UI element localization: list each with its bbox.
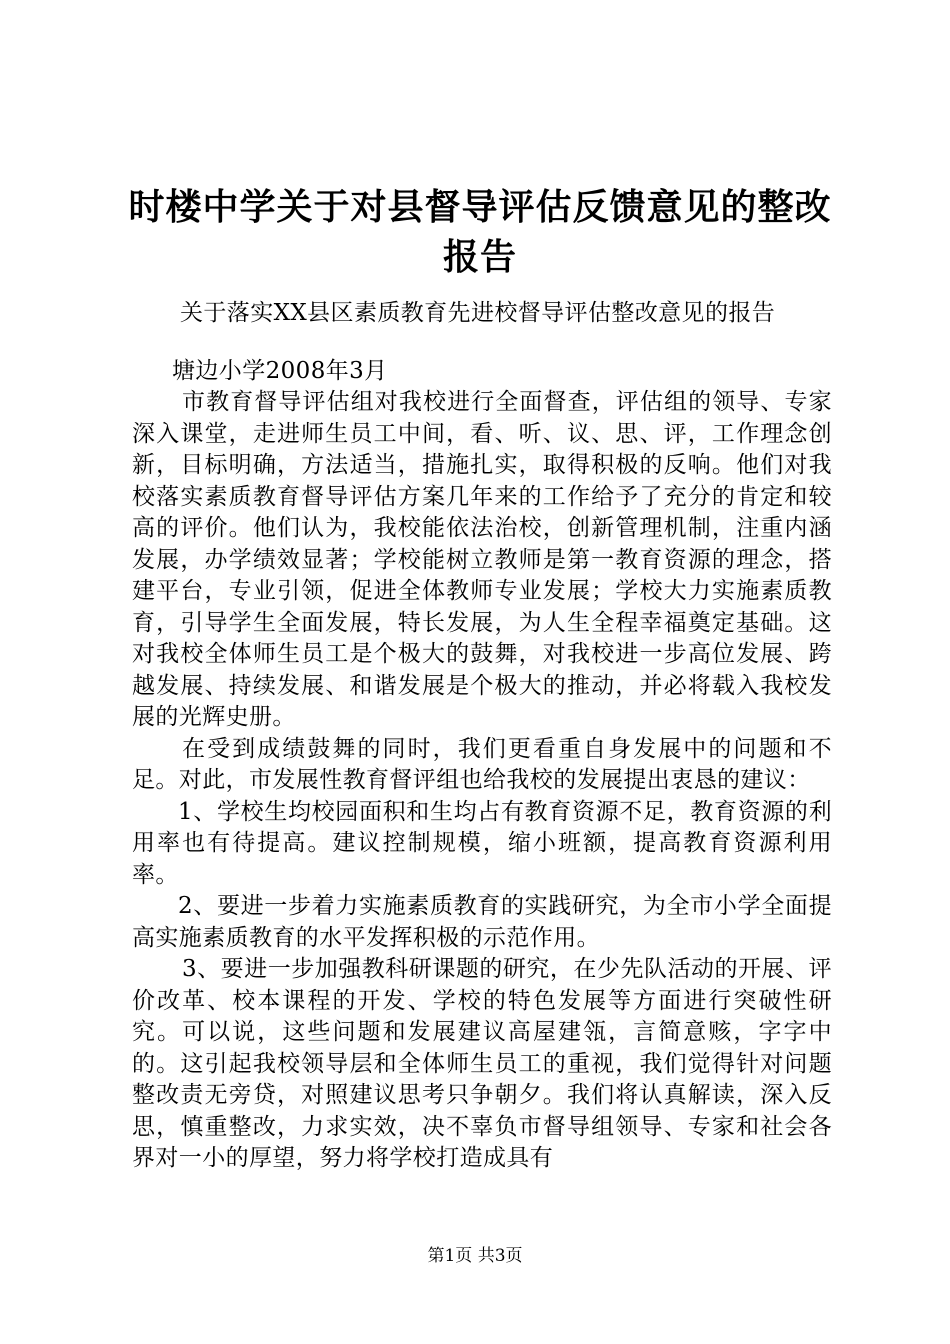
paragraph-5: 3、要进一步加强教科研课题的研究，在少先队活动的开展、评价改革、校本课程的开发、学校的特色发展等方面进行突破性研究。可以说，这些问题和发展建议高屋建瓴，言简意赅，字字中的。这引起我校领导层和全体师生员工的重视，我们觉得针对问题整改责无旁贷，对照建议思考只争朝夕。我们将认真解读，深入反思，慎重整改，力求实效，决不辜负市督导组领导、专家和社会各界对一小的厚望，努力将学校打造成具有 bbox=[132, 956, 832, 1171]
paragraph-2: 在受到成绩鼓舞的同时，我们更看重自身发展中的问题和不足。对此，市发展性教育督评组也给我校的发展提出衷恳的建议： bbox=[132, 735, 832, 793]
document-subtitle: 关于落实XX县区素质教育先进校督导评估整改意见的报告 bbox=[180, 300, 776, 326]
author-date-line: 塘边小学2008年3月 bbox=[172, 357, 388, 384]
document-body bbox=[132, 298, 832, 1175]
paragraph-1: 市教育督导评估组对我校进行全面督查，评估组的领导、专家深入课堂，走进师生员工中间，看、听、议、思、评，工作理念创新，目标明确，方法适当，措施扎实，取得积极的反响。他们对我校落实素质教育督导评估方案几年来的工作给予了充分的肯定和较高的评价。他们认为，我校能依法治校，创新管理机制，注重内涵发展，办学绩效显著；学校能树立教师是第一教育资源的理念，搭建平台，专业引领，促进全体教师专业发展；学校大力实施素质教育，引导学生全面发展，特长发展，为人生全程幸福奠定基础。这对我校全体师生员工是个极大的鼓舞，对我校进一步高位发展、跨越发展、持续发展、和谐发展是个极大的推动，并必将载入我校发展的光辉史册。 bbox=[132, 389, 832, 730]
paragraph-3: 1、学校生均校园面积和生均占有教育资源不足，教育资源的利用率也有待提高。建议控制规模，缩小班额，提高教育资源利用率。 bbox=[132, 798, 832, 888]
page-footer: 第1页 共3页 bbox=[427, 1246, 523, 1266]
document-title: 时楼中学关于对县督导评估反馈意见的整改报告 bbox=[128, 186, 832, 278]
paragraph-4: 2、要进一步着力实施素质教育的实践研究，为全市小学全面提高实施素质教育的水平发挥积极的示范作用。 bbox=[132, 893, 832, 951]
